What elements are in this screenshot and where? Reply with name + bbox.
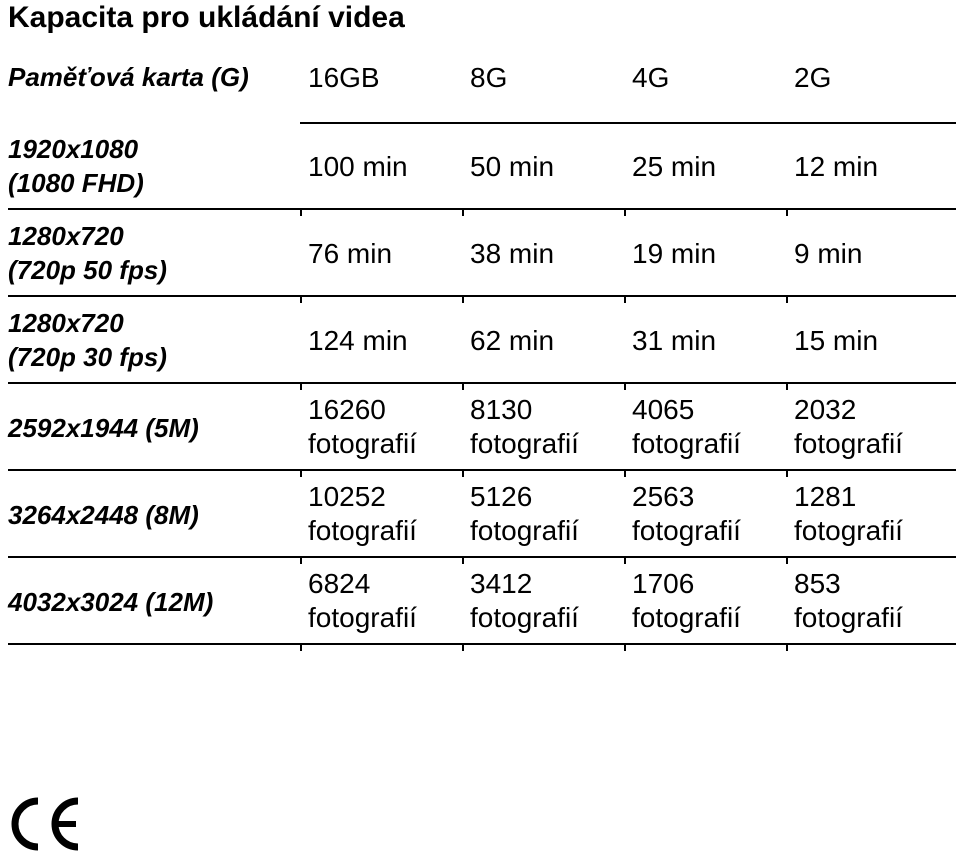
table-cell (470, 567, 579, 635)
cell-line: 76 min (308, 238, 393, 269)
column-tick (300, 645, 302, 651)
resolution-label-line: (1080 FHD) (8, 168, 144, 198)
table-cell (308, 567, 417, 635)
resolution-label (8, 498, 199, 532)
resolution-label-line: 2592x1944 (5M) (8, 413, 199, 443)
resolution-label-line: 1920x1080 (8, 134, 139, 164)
column-header-16gb: 16GB (308, 62, 380, 93)
table-cell (470, 324, 554, 358)
cell-line: 2563 (632, 481, 695, 512)
cell-line: 8130 (470, 394, 533, 425)
cell-line: 16260 (308, 394, 386, 425)
table-cell (632, 324, 716, 358)
table-row (0, 561, 960, 647)
table-cell (794, 567, 903, 635)
cell-line: 100 min (308, 151, 408, 182)
table-cell (308, 480, 417, 548)
resolution-label (8, 132, 144, 200)
row-divider (8, 469, 956, 471)
table-row (0, 387, 960, 473)
table-cell (794, 480, 903, 548)
table-header-row (0, 60, 960, 100)
table-row (0, 474, 960, 560)
row-divider (8, 295, 956, 297)
cell-line: 19 min (632, 238, 717, 269)
cell-line: 25 min (632, 151, 717, 182)
resolution-label (8, 219, 167, 287)
table-cell (632, 480, 741, 548)
page-title: Kapacita pro ukládání videa (8, 1, 405, 34)
row-divider (8, 208, 956, 210)
cell-line: 10252 (308, 481, 386, 512)
resolution-label-line: (720p 30 fps) (8, 342, 167, 372)
table-cell (794, 237, 862, 271)
cell-line: fotografií (794, 515, 903, 546)
cell-line: fotografií (632, 602, 741, 633)
table-cell (308, 393, 417, 461)
memory-card-label: Paměťová karta (G) (8, 62, 249, 92)
cell-line: 12 min (794, 151, 879, 182)
cell-line: 2032 (794, 394, 857, 425)
table-cell (632, 393, 741, 461)
table-cell (632, 567, 741, 635)
cell-line: 50 min (470, 151, 555, 182)
table-row (0, 126, 960, 212)
table-cell (794, 324, 878, 358)
table-cell (794, 150, 878, 184)
cell-line: fotografií (470, 428, 579, 459)
resolution-label-line: 1280x720 (8, 308, 124, 338)
resolution-label (8, 306, 167, 374)
row-divider (8, 556, 956, 558)
table-cell (632, 150, 716, 184)
row-divider (8, 382, 956, 384)
resolution-label (8, 585, 213, 619)
ce-mark-icon (8, 796, 84, 852)
cell-line: fotografií (308, 602, 417, 633)
cell-line: fotografií (794, 428, 903, 459)
cell-line: 5126 (470, 481, 533, 512)
column-tick (462, 645, 464, 651)
cell-line: 1706 (632, 568, 695, 599)
table-row (0, 300, 960, 386)
cell-line: 4065 (632, 394, 695, 425)
table-cell (794, 393, 903, 461)
cell-line: fotografií (794, 602, 903, 633)
cell-line: fotografií (308, 515, 417, 546)
resolution-label-line: (720p 50 fps) (8, 255, 167, 285)
resolution-label-line: 1280x720 (8, 221, 124, 251)
column-header-4g: 4G (632, 62, 670, 93)
resolution-label-line: 3264x2448 (8M) (8, 500, 199, 530)
column-tick (786, 645, 788, 651)
table-cell (308, 150, 408, 184)
cell-line: fotografií (632, 428, 741, 459)
cell-line: fotografií (308, 428, 417, 459)
cell-line: 1281 (794, 481, 857, 512)
table-cell (470, 150, 554, 184)
cell-line: 38 min (470, 238, 555, 269)
resolution-label (8, 411, 199, 445)
table-cell (470, 237, 554, 271)
resolution-label-line: 4032x3024 (12M) (8, 587, 214, 617)
cell-line: 62 min (470, 325, 555, 356)
table-cell (470, 480, 579, 548)
column-header-8g: 8G (470, 62, 508, 93)
cell-line: 853 (794, 568, 841, 599)
table-cell (308, 324, 408, 358)
cell-line: 15 min (794, 325, 879, 356)
cell-line: fotografií (470, 602, 579, 633)
table-cell (308, 237, 392, 271)
column-tick (624, 645, 626, 651)
cell-line: 9 min (794, 238, 863, 269)
cell-line: fotografií (632, 515, 741, 546)
column-header-2g: 2G (794, 62, 832, 93)
cell-line: 31 min (632, 325, 717, 356)
cell-line: 3412 (470, 568, 533, 599)
table-cell (632, 237, 716, 271)
cell-line: 6824 (308, 568, 371, 599)
cell-line: 124 min (308, 325, 408, 356)
row-divider (8, 643, 956, 645)
table-row (0, 213, 960, 299)
header-divider (300, 122, 956, 124)
cell-line: fotografií (470, 515, 579, 546)
table-cell (470, 393, 579, 461)
